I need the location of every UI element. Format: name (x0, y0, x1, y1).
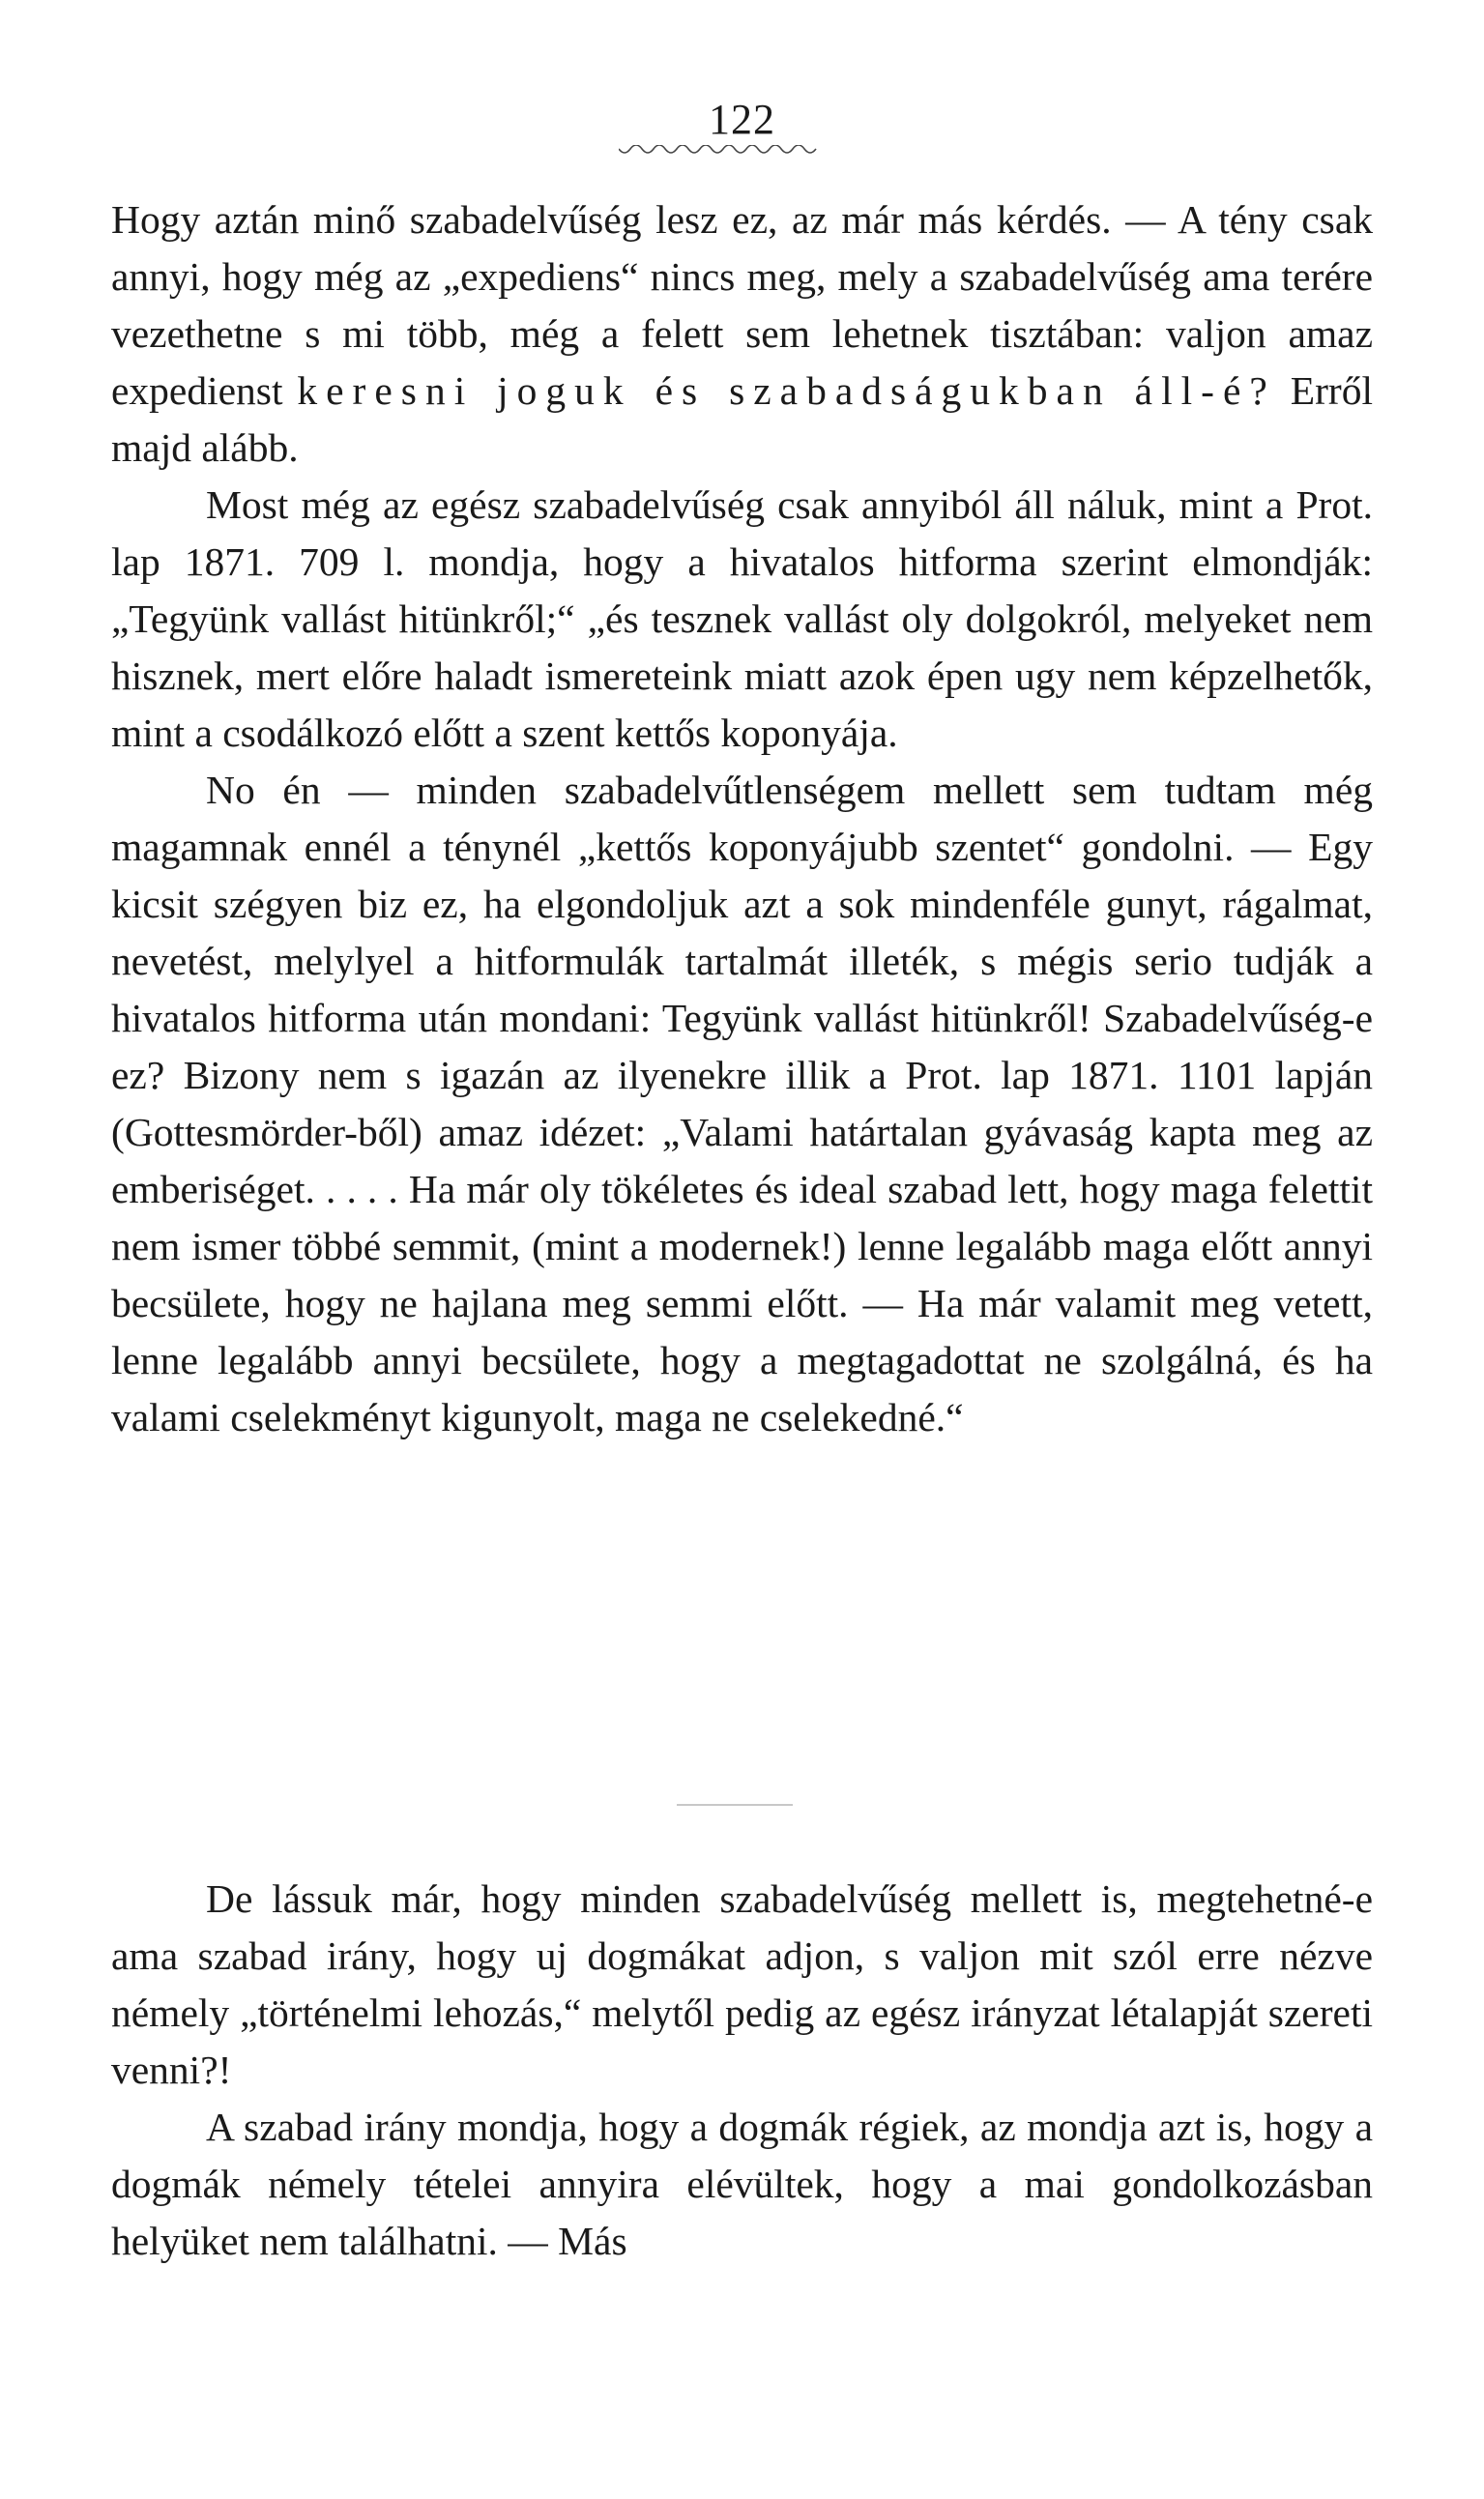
page-number: 122 (709, 96, 775, 143)
paragraph-1-tail: Erről majd alább. (111, 368, 1373, 470)
text-block-lower (111, 1871, 1373, 2270)
paragraph-3: No én — minden szabadelvűtlenségem mellett sem tudtam még magamnak ennél a ténynél „kettős koponyájubb szentet“ gondolni. — Egy kicsit szégyen biz ez, ha elgondoljuk azt a sok mindenféle gunyt, rágalmat, nevetést, melylyel a hitformulák tartalmát illeték, s mégis serio tudják a hivatalos hitforma után mondani: Tegyünk vallást hitünkről! Szabadelvűség-e ez? Bizony nem s igazán az ilyenekre illik a Prot. lap 1871. 1101 lapján (Gottesmörder-ből) amaz idézet: „Valami határtalan gyávaság kapta meg az emberiséget. . . . . Ha már oly tökéletes és ideal szabad lett, hogy maga felettit nem ismer többé semmit, (mint a modernek!) lenne legalább maga előtt annyi becsülete, hogy ne hajlana meg semmi előtt. — Ha már valamit meg vetett, lenne legalább annyi becsülete, hogy a megtagadottat ne szolgálná, és ha valami cselekményt kigunyolt, maga ne cselekedné.“ (111, 768, 1373, 1439)
paragraph-1-text: Hogy aztán minő szabadelvűség lesz ez, az már más kérdés. — A tény csak annyi, hogy még az „expediens“ nincs meg, mely a szabadelvűség ama terére vezethetne s mi több, még a felett sem lehetnek tisztában: valjon amaz expedienst (111, 197, 1373, 413)
paragraph-1 (111, 191, 1373, 477)
page-number-ornament (619, 145, 817, 160)
section-divider (677, 1804, 793, 1806)
paragraph-2: Most még az egész szabadelvűség csak annyiból áll náluk, mint a Prot. lap 1871. 709 l. mondja, hogy a hivatalos hitforma szerint elmondják: „Tegyünk vallást hitünkről;“ „és tesznek vallást oly dolgokról, melyeket nem hisznek, mert előre haladt ismereteink miatt azok épen ugy nem képzelhetők, mint a csodálkozó előtt a szent kettős koponyája. (111, 482, 1373, 755)
paragraph-1-spaced-text: keresni joguk és szabadságukban áll-é? (297, 368, 1276, 413)
text-block-upper (111, 191, 1373, 1446)
paragraph-4: De lássuk már, hogy minden szabadelvűség mellett is, megtehetné-e ama szabad irány, hogy uj dogmákat adjon, s valjon mit szól erre nézve némely „történelmi lehozás,“ melytől pedig az egész irányzat létalapját szereti venni?! (111, 1876, 1373, 2092)
paragraph-5: A szabad irány mondja, hogy a dogmák régiek, az mondja azt is, hogy a dogmák némely tételei annyira elévültek, hogy a mai gondolkozásban helyüket nem találhatni. — Más (111, 2105, 1373, 2263)
